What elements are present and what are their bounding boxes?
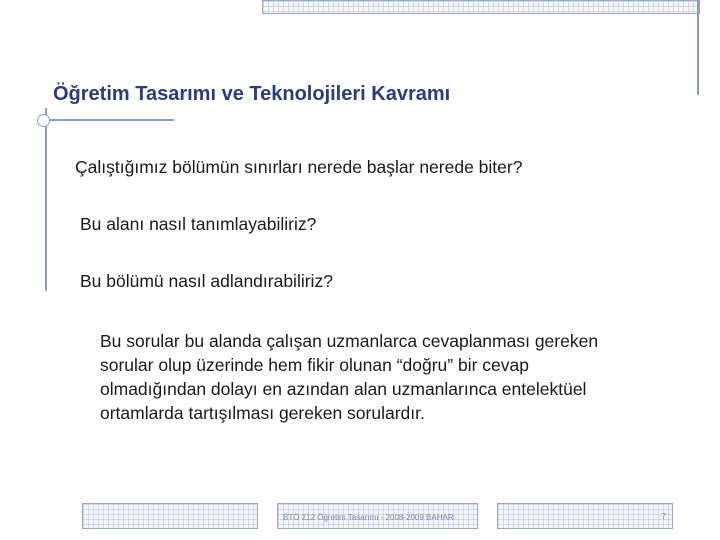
- bullet-question-2: Bu alanı nasıl tanımlayabiliriz?: [80, 214, 317, 234]
- bullet-question-1: Çalıştığımız bölümün sınırları nerede başlar nerede biter?: [75, 157, 523, 177]
- top-grid-decoration: [262, 0, 700, 14]
- right-vertical-line: [697, 0, 699, 95]
- paragraph-line: sorular olup üzerinde hem fikir olunan “doğru” bir cevap: [100, 355, 529, 375]
- title-underline: [40, 119, 174, 121]
- footer-page-number: 7: [661, 512, 666, 521]
- circle-ornament-icon: [37, 114, 50, 127]
- slide-title: Öğretim Tasarımı ve Teknolojileri Kavramı: [53, 83, 451, 105]
- footer-course-text: BTÖ 212 Öğretim Tasarımı - 2008-2009 BAHAR: [283, 513, 454, 522]
- bullet-question-3: Bu bölümü nasıl adlandırabiliriz?: [80, 271, 333, 291]
- paragraph-line: ortamlarda tartışılması gereken sorulardır.: [100, 403, 425, 423]
- paragraph-line: Bu sorular bu alanda çalışan uzmanlarca cevaplanması gereken: [100, 331, 599, 351]
- left-vertical-line: [45, 108, 47, 291]
- footer-center-box: [277, 503, 478, 529]
- footer-left-grid: [82, 503, 258, 529]
- footer-right-grid: [497, 503, 673, 529]
- paragraph-line: olmadığından dolayı en azından alan uzmanlarınca entelektüel: [100, 379, 587, 399]
- body-paragraph: [100, 329, 690, 425]
